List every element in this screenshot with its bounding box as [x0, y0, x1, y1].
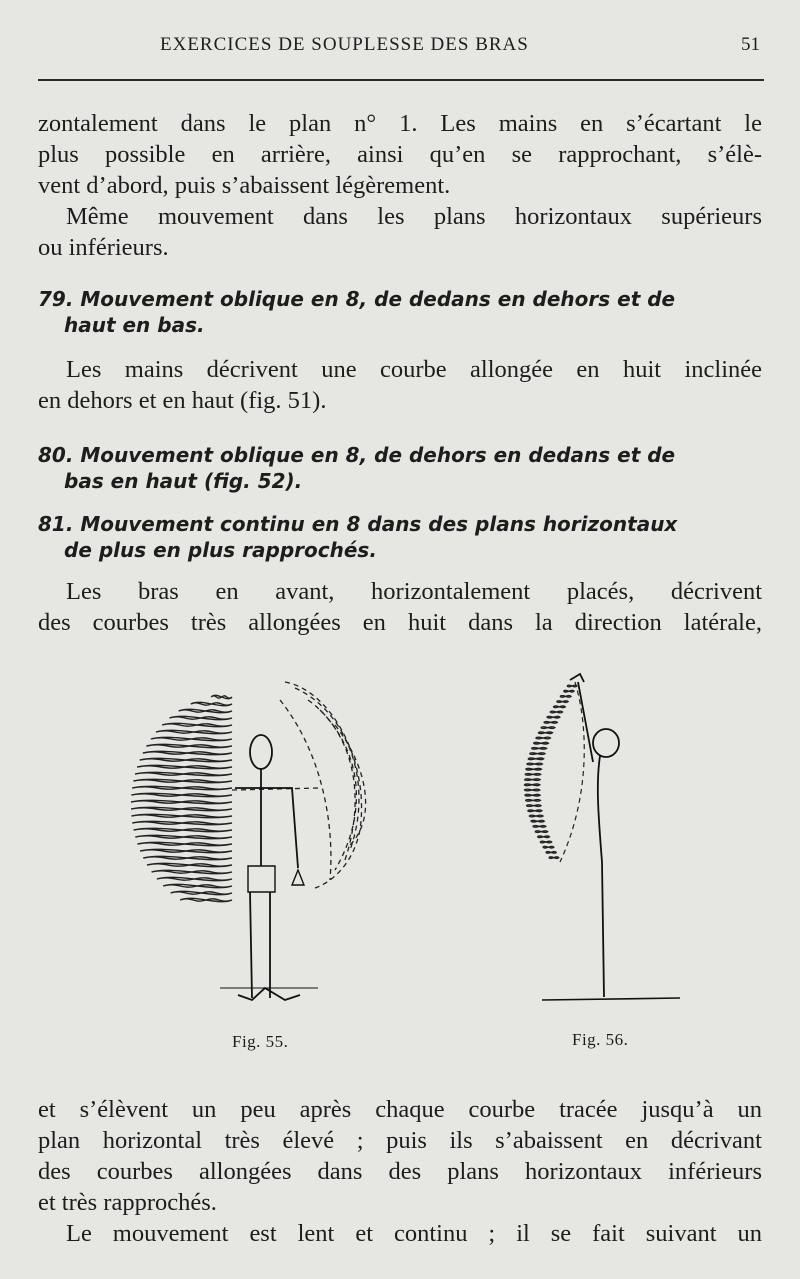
text-line: zontalement dans le plan n° 1. Les mains en s’écartant le: [38, 110, 762, 137]
heading-line: bas en haut (fig. 52).: [64, 469, 303, 493]
heading-line: de plus en plus rapprochés.: [64, 538, 377, 562]
heading-line: haut en bas.: [64, 313, 205, 337]
paragraph-continuation: [38, 1094, 762, 1218]
text-line: et s’élèvent un peu après chaque courbe tracée jusqu’à un: [38, 1096, 762, 1123]
text-line: ou inférieurs.: [38, 234, 169, 261]
section-heading-80: [38, 442, 762, 494]
dashed-arm-arc: [560, 682, 584, 862]
paragraph: [38, 354, 762, 416]
figure-55-caption: Fig. 55.: [232, 1032, 289, 1051]
text-line: en dehors et en haut (fig. 51).: [38, 387, 327, 414]
text-line: des courbes allongées dans des plans horizontaux inférieurs: [38, 1158, 762, 1185]
page-number: 51: [741, 34, 760, 55]
paragraph-continuation: [38, 108, 762, 201]
text-line: Même mouvement dans les plans horizontaux supérieurs: [66, 203, 762, 230]
text-line: Les bras en avant, horizontalement placés, décrivent: [66, 578, 762, 605]
heading-line: 79. Mouvement oblique en 8, de dedans en dehors et de: [38, 287, 676, 311]
running-head-title: EXERCICES DE SOUPLESSE DES BRAS: [160, 34, 529, 55]
text-line: Le mouvement est lent et continu ; il se fait suivant un: [66, 1220, 762, 1247]
header-rule: [38, 79, 764, 81]
heading-line: 81. Mouvement continu en 8 dans des plans horizontaux: [38, 512, 678, 536]
heading-line: 80. Mouvement oblique en 8, de dehors en dedans et de: [38, 443, 676, 467]
paragraph: [38, 1218, 762, 1249]
loop-trace: [524, 685, 577, 858]
loop-trace: [131, 695, 232, 901]
figure-56-drawing: [500, 672, 700, 1012]
text-line: plan horizontal très élevé ; puis ils s’abaissent en décrivant: [38, 1127, 762, 1154]
text-line: des courbes très allongées en huit dans la direction latérale,: [38, 609, 762, 636]
stick-figure: [542, 674, 680, 1000]
text-line: vent d’abord, puis s’abaissent légèrement.: [38, 172, 451, 199]
section-heading-81: [38, 511, 762, 563]
paragraph: [38, 576, 762, 638]
dashed-arm-arcs: [232, 682, 366, 888]
paragraph: [38, 201, 762, 263]
text-line: plus possible en arrière, ainsi qu’en se rapprochant, s’élè-: [38, 141, 762, 168]
stick-figure: [220, 735, 318, 1000]
figure-55-drawing: [120, 670, 400, 1020]
text-line: Les mains décrivent une courbe allongée en huit inclinée: [66, 356, 762, 383]
section-heading-79: [38, 286, 762, 338]
text-line: et très rapprochés.: [38, 1189, 217, 1216]
figure-56-caption: Fig. 56.: [572, 1030, 629, 1049]
